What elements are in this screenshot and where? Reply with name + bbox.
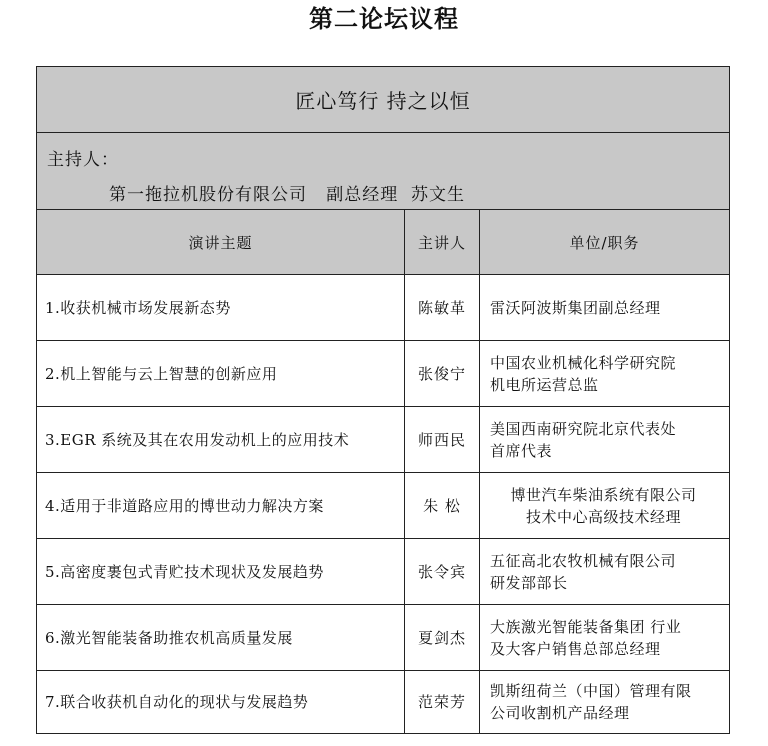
table-row xyxy=(37,341,730,407)
org-cell xyxy=(480,341,730,407)
table-row xyxy=(37,605,730,671)
org-cell xyxy=(480,275,730,341)
org-line: 博世汽车柴油系统有限公司 xyxy=(510,485,697,504)
table-row xyxy=(37,671,730,734)
org-cell xyxy=(480,407,730,473)
table-row xyxy=(37,407,730,473)
org-line: 及大客户销售总部总经理 xyxy=(490,639,661,658)
host-row xyxy=(37,133,730,210)
table-row xyxy=(37,473,730,539)
org-line: 公司收割机产品经理 xyxy=(490,704,630,722)
org-cell xyxy=(480,671,730,734)
topic-cell: 3.EGR 系统及其在农用发动机上的应用技术 xyxy=(37,407,405,473)
column-header-speaker: 主讲人 xyxy=(405,210,480,275)
speaker-cell: 夏剑杰 xyxy=(405,605,480,671)
banner-row xyxy=(37,67,730,133)
topic-cell: 4.适用于非道路应用的博世动力解决方案 xyxy=(37,473,405,539)
speaker-cell: 朱 松 xyxy=(405,473,480,539)
org-line: 研发部部长 xyxy=(490,573,568,592)
topic-cell: 1.收获机械市场发展新态势 xyxy=(37,275,405,341)
topic-cell: 5.高密度裹包式青贮技术现状及发展趋势 xyxy=(37,539,405,605)
speaker-cell: 张令宾 xyxy=(405,539,480,605)
table-row xyxy=(37,539,730,605)
org-line: 五征高北农牧机械有限公司 xyxy=(490,551,677,570)
speaker-cell: 范荣芳 xyxy=(405,671,480,734)
org-line: 首席代表 xyxy=(490,441,553,460)
agenda-table xyxy=(36,66,730,734)
forum-theme: 匠心笃行 持之以恒 xyxy=(37,67,730,133)
table-row xyxy=(37,275,730,341)
topic-cell: 2.机上智能与云上智慧的创新应用 xyxy=(37,341,405,407)
org-line: 美国西南研究院北京代表处 xyxy=(490,419,677,438)
host-label: 主持人： xyxy=(47,150,119,170)
org-cell xyxy=(480,473,730,539)
host-cell xyxy=(37,133,730,210)
speaker-cell: 师西民 xyxy=(405,407,480,473)
agenda-body xyxy=(37,275,730,734)
table-header-row xyxy=(37,210,730,275)
column-header-topic: 演讲主题 xyxy=(37,210,405,275)
topic-cell: 7.联合收获机自动化的现状与发展趋势 xyxy=(37,671,405,734)
org-line: 技术中心高级技术经理 xyxy=(526,507,682,526)
topic-cell: 6.激光智能装备助推农机高质量发展 xyxy=(37,605,405,671)
speaker-cell: 陈敏革 xyxy=(405,275,480,341)
org-line: 机电所运营总监 xyxy=(490,375,599,394)
org-line: 雷沃阿波斯集团副总经理 xyxy=(490,298,661,317)
org-line: 中国农业机械化科学研究院 xyxy=(490,353,677,372)
org-line: 凯斯纽荷兰（中国）管理有限 xyxy=(490,682,692,700)
org-cell xyxy=(480,539,730,605)
speaker-cell: 张俊宁 xyxy=(405,341,480,407)
column-header-org: 单位/职务 xyxy=(480,210,730,275)
host-name: 第一拖拉机股份有限公司 副总经理 苏文生 xyxy=(109,185,466,205)
page-title: 第二论坛议程 xyxy=(309,5,459,33)
org-line: 大族激光智能装备集团 行业 xyxy=(490,617,682,636)
org-cell xyxy=(480,605,730,671)
